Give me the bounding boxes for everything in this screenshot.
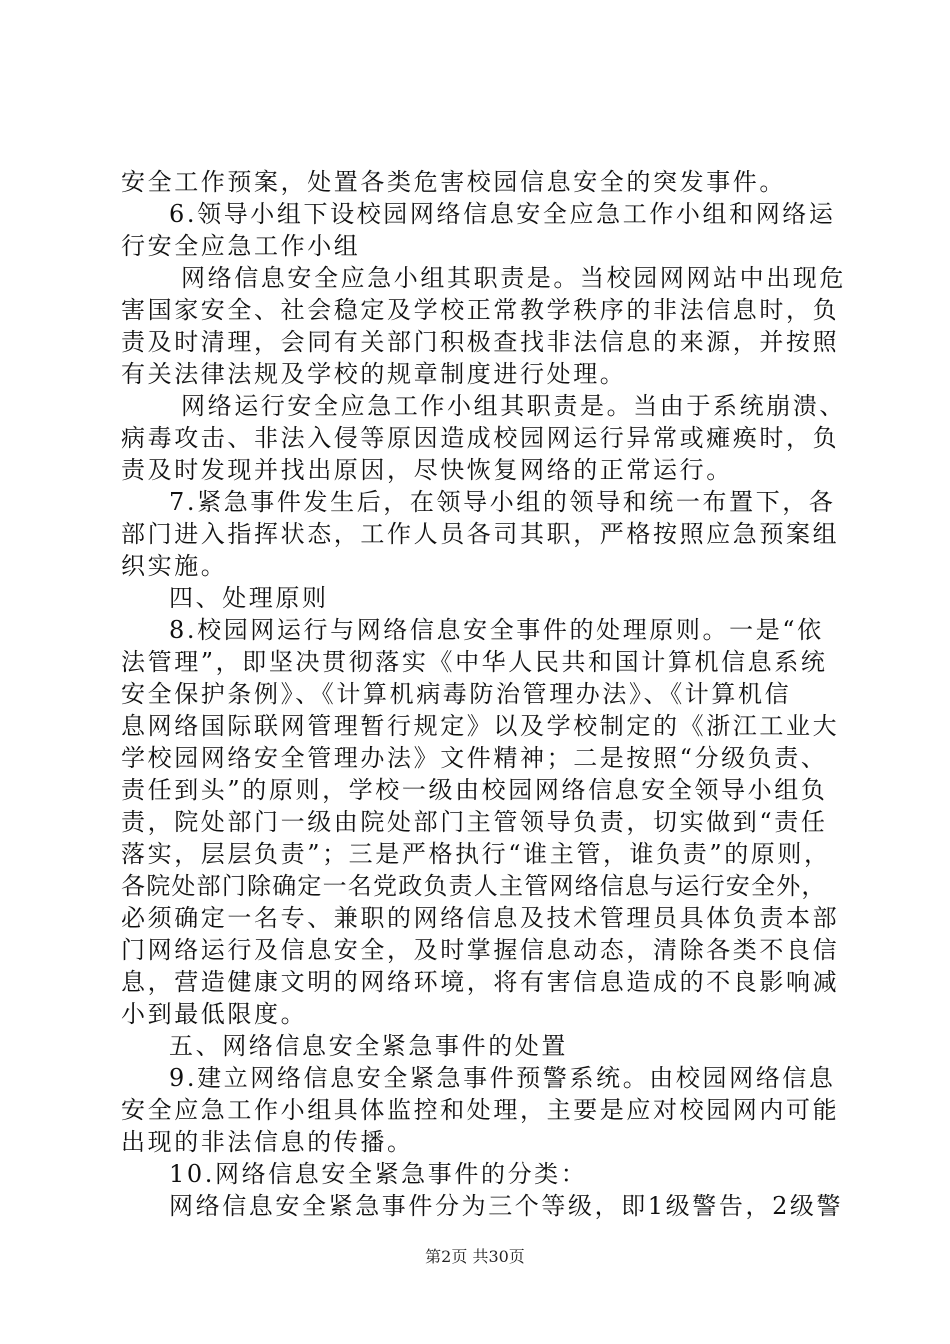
text-line: 安全工作预案，处置各类危害校园信息安全的突发事件。 bbox=[121, 168, 786, 196]
text-line: 织实施。 bbox=[121, 552, 228, 580]
section-heading: 四、处理原则 bbox=[169, 584, 329, 612]
text-line: 学校园网络安全管理办法》文件精神；二是按照“分级负责、 bbox=[121, 744, 828, 772]
text-line: 10.网络信息安全紧急事件的分类： bbox=[169, 1160, 588, 1188]
text-line: 部门进入指挥状态，工作人员各司其职，严格按照应急预案组 bbox=[121, 520, 840, 548]
section-heading: 五、网络信息安全紧急事件的处置 bbox=[169, 1032, 568, 1060]
text-line: 法管理”，即坚决贯彻落实《中华人民共和国计算机信息系统 bbox=[121, 648, 828, 676]
text-line: 7.紧急事件发生后，在领导小组的领导和统一布置下，各 bbox=[169, 488, 836, 516]
text-line: 息，营造健康文明的网络环境，将有害信息造成的不良影响减 bbox=[121, 968, 840, 996]
text-line: 各院处部门除确定一名党政负责人主管网络信息与运行安全外， bbox=[121, 872, 827, 900]
document-body bbox=[121, 166, 846, 1222]
text-line: 8.校园网运行与网络信息安全事件的处理原则。一是“依 bbox=[169, 616, 824, 644]
text-line: 网络信息安全应急小组其职责是。当校园网网站中出现危 bbox=[181, 264, 846, 292]
text-line: 息网络国际联网管理暂行规定》以及学校制定的《浙江工业大 bbox=[121, 712, 840, 740]
text-line: 小到最低限度。 bbox=[121, 1000, 308, 1028]
text-line: 门网络运行及信息安全，及时掌握信息动态，清除各类不良信 bbox=[121, 936, 840, 964]
text-line: 出现的非法信息的传播。 bbox=[121, 1128, 414, 1156]
text-line: 责及时发现并找出原因，尽快恢复网络的正常运行。 bbox=[121, 456, 733, 484]
text-line: 网络运行安全应急工作小组其职责是。当由于系统崩溃、 bbox=[181, 392, 846, 420]
text-line: 有关法律法规及学校的规章制度进行处理。 bbox=[121, 360, 627, 388]
text-line: 害国家安全、社会稳定及学校正常教学秩序的非法信息时，负 bbox=[121, 296, 840, 324]
text-line: 安全保护条例》、《计算机病毒防治管理办法》、《计算机信 bbox=[121, 680, 792, 708]
text-line: 6.领导小组下设校园网络信息安全应急工作小组和网络运 bbox=[169, 200, 836, 228]
text-line: 9.建立网络信息安全紧急事件预警系统。由校园网络信息 bbox=[169, 1064, 836, 1092]
text-line: 责任到头”的原则，学校一级由校园网络信息安全领导小组负 bbox=[121, 776, 828, 804]
text-line: 网络信息安全紧急事件分为三个等级，即1级警告，2级警 bbox=[169, 1192, 844, 1220]
text-line: 病毒攻击、非法入侵等原因造成校园网运行异常或瘫痪时，负 bbox=[121, 424, 840, 452]
text-line: 落实，层层负责”；三是严格执行“谁主管，谁负责”的原则， bbox=[121, 840, 831, 868]
text-line: 行安全应急工作小组 bbox=[121, 232, 361, 260]
text-line: 责，院处部门一级由院处部门主管领导负责，切实做到“责任 bbox=[121, 808, 828, 836]
text-line: 安全应急工作小组具体监控和处理，主要是应对校园网内可能 bbox=[121, 1096, 840, 1124]
text-line: 必须确定一名专、兼职的网络信息及技术管理员具体负责本部 bbox=[121, 904, 840, 932]
page-number: 第2页 共30页 bbox=[425, 1247, 525, 1266]
text-line: 责及时清理，会同有关部门积极查找非法信息的来源，并按照 bbox=[121, 328, 840, 356]
